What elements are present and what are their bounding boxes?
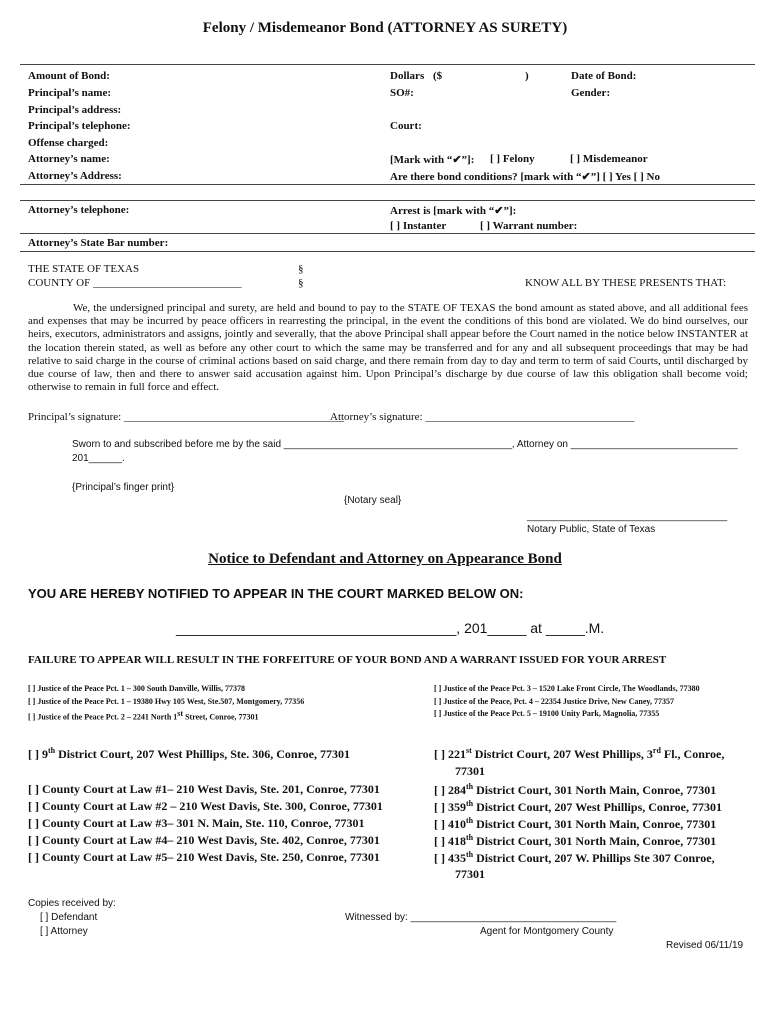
jp-court-option[interactable]: [ ] Justice of the Peace Pct. 1 – 300 South Danville, Willis, 77378 <box>28 684 246 693</box>
form-divider <box>20 251 755 252</box>
date-of-bond-label: Date of Bond: <box>571 70 637 82</box>
attorney-checkbox[interactable]: [ ] Attorney <box>40 926 88 937</box>
district-court-option[interactable]: [ ] 9th District Court, 207 West Phillips, Ste. 306, Conroe, 77301 <box>28 746 351 761</box>
county-of: COUNTY OF ___________________________ <box>28 277 242 289</box>
form-divider <box>20 64 755 65</box>
failure-warning: FAILURE TO APPEAR WILL RESULT IN THE FORFEITURE OF YOUR BOND AND A WARRANT ISSUED FOR YOUR ARREST <box>28 654 667 666</box>
county-court-option[interactable]: [ ] County Court at Law #2 – 210 West Davis, Ste. 300, Conroe, 77301 <box>28 799 383 813</box>
county-court-option[interactable]: [ ] County Court at Law #1– 210 West Davis, Ste. 201, Conroe, 77301 <box>28 782 380 796</box>
county-court-option[interactable]: [ ] County Court at Law #3– 301 N. Main, Ste. 110, Conroe, 77301 <box>28 816 365 830</box>
gender-label: Gender: <box>571 87 611 99</box>
finger-print-placeholder: {Principal’s finger print} <box>72 482 175 493</box>
form-divider <box>20 233 755 234</box>
jp-court-option[interactable]: [ ] Justice of the Peace Pct. 1 – 19380 Hwy 105 West, Ste.507, Montgomery, 77356 <box>28 697 305 706</box>
witnessed-by-line: Witnessed by: _____________________________________ <box>345 912 617 923</box>
revised-date: Revised 06/11/19 <box>666 940 744 951</box>
attorney-signature-line: Attorney’s signature: ______________________________________ <box>330 411 635 423</box>
district-court-option[interactable]: [ ] 435th District Court, 207 W. Phillips Ste 307 Conroe, <box>434 850 715 865</box>
county-court-option[interactable]: [ ] County Court at Law #5– 210 West Davis, Ste. 250, Conroe, 77301 <box>28 850 380 864</box>
amount-of-bond-label: Amount of Bond: <box>28 70 110 82</box>
offense-charged-label: Offense charged: <box>28 137 109 149</box>
district-court-zip: 77301 <box>455 867 485 881</box>
district-court-option[interactable]: [ ] 221st District Court, 207 West Phillips, 3rd Fl., Conroe, <box>434 746 725 761</box>
court-label: Court: <box>390 120 422 132</box>
agent-label: Agent for Montgomery County <box>480 926 614 937</box>
jp-court-option[interactable]: [ ] Justice of the Peace, Pct. 4 – 22354 Justice Drive, New Caney, 77357 <box>434 697 674 706</box>
sworn-statement: Sworn to and subscribed before me by the said _________________________________________, Attorney on ______________________________ <box>72 439 738 450</box>
bond-conditions-checkbox[interactable]: Are there bond conditions? [mark with “✔”] [ ] Yes [ ] No <box>390 171 660 183</box>
section-symbol: § <box>298 277 304 289</box>
know-all-presents: KNOW ALL BY THESE PRESENTS THAT: <box>525 277 727 289</box>
district-court-option[interactable]: [ ] 410th District Court, 301 North Main, Conroe, 77301 <box>434 816 717 831</box>
state-of-texas: THE STATE OF TEXAS <box>28 263 140 275</box>
warrant-number-checkbox[interactable]: [ ] Warrant number: <box>480 220 578 232</box>
attorney-address-label: Attorney’s Address: <box>28 170 122 182</box>
form-title: Felony / Misdemeanor Bond (ATTORNEY AS SURETY) <box>202 20 568 36</box>
state-bar-number-label: Attorney’s State Bar number: <box>28 237 169 249</box>
district-court-option[interactable]: [ ] 284th District Court, 301 North Main, Conroe, 77301 <box>434 782 717 797</box>
copies-received-label: Copies received by: <box>28 898 116 909</box>
misdemeanor-checkbox[interactable]: [ ] Misdemeanor <box>570 153 648 165</box>
bond-paragraph: We, the undersigned principal and surety, are held and bound to pay to the STATE OF TEXAS the bond amount as stated above, and all additional fees and expenses that may be incurred by peace officers in rearresting the principal, in the event the conditions of this bond are violated. We do bind ourselves, our heirs, executors, administrators and assigns, jointly and severally, that the above Principal shall appear before the Court named in the notice below INSTANTER at the location therein stated, as well as before any other court to which the same may be transferred and for any and all subsequent proceedings that may be had relative to said charge in the course of criminal actions based on said charge, and there remain from day to day and term to term of said Courts, until discharged by due course of law, then and there to answer said accusation against him. Upon Principal’s discharge by due course of law this obligation shall become void; otherwise to remain in full force and effect. <box>28 302 748 394</box>
attorney-name-label: Attorney’s name: <box>28 153 110 165</box>
form-divider <box>20 200 755 201</box>
jp-court-option[interactable]: [ ] Justice of the Peace Pct. 3 – 1520 Lake Front Circle, The Woodlands, 77380 <box>434 684 700 693</box>
jp-court-option[interactable]: [ ] Justice of the Peace Pct. 5 – 19100 Unity Park, Magnolia, 77355 <box>434 709 660 718</box>
county-court-option[interactable]: [ ] County Court at Law #4– 210 West Davis, Ste. 402, Conroe, 77301 <box>28 833 380 847</box>
sworn-year: 201______. <box>72 453 125 464</box>
defendant-checkbox[interactable]: [ ] Defendant <box>40 912 98 923</box>
arrest-is-label: Arrest is [mark with “✔”]: <box>390 205 517 217</box>
district-court-option[interactable]: [ ] 359th District Court, 207 West Phillips, Conroe, 77301 <box>434 799 723 814</box>
district-court-option[interactable]: [ ] 418th District Court, 301 North Main, Conroe, 77301 <box>434 833 717 848</box>
principal-name-label: Principal’s name: <box>28 87 111 99</box>
notice-title: Notice to Defendant and Attorney on Appearance Bond <box>208 551 562 567</box>
section-symbol: § <box>298 263 304 275</box>
so-number-label: SO#: <box>390 87 414 99</box>
dollars-close: ) <box>525 70 529 82</box>
form-divider <box>20 184 755 185</box>
principal-address-label: Principal’s address: <box>28 104 122 116</box>
district-court-zip: 77301 <box>455 764 485 778</box>
appear-notice: YOU ARE HEREBY NOTIFIED TO APPEAR IN THE COURT MARKED BELOW ON: <box>28 586 524 601</box>
felony-checkbox[interactable]: [ ] Felony <box>490 153 535 165</box>
dollars-label: Dollars <box>390 70 425 82</box>
principal-signature-line: Principal’s signature: ________________________________________ <box>28 411 344 423</box>
dollars-open: ($ <box>433 70 443 82</box>
jp-court-option[interactable]: [ ] Justice of the Peace Pct. 2 – 2241 North 1st Street, Conroe, 77301 <box>28 709 259 722</box>
notary-public-label: Notary Public, State of Texas <box>527 524 656 535</box>
notary-signature-line: ____________________________________ <box>527 511 728 522</box>
mark-with-label: [Mark with “✔”]: <box>390 154 475 166</box>
principal-telephone-label: Principal’s telephone: <box>28 120 131 132</box>
instanter-checkbox[interactable]: [ ] Instanter <box>390 220 447 232</box>
notary-seal-placeholder: {Notary seal} <box>344 495 402 506</box>
attorney-telephone-label: Attorney’s telephone: <box>28 204 130 216</box>
appearance-date-line: ____________________________________, 201_____ at _____.M. <box>176 620 605 636</box>
